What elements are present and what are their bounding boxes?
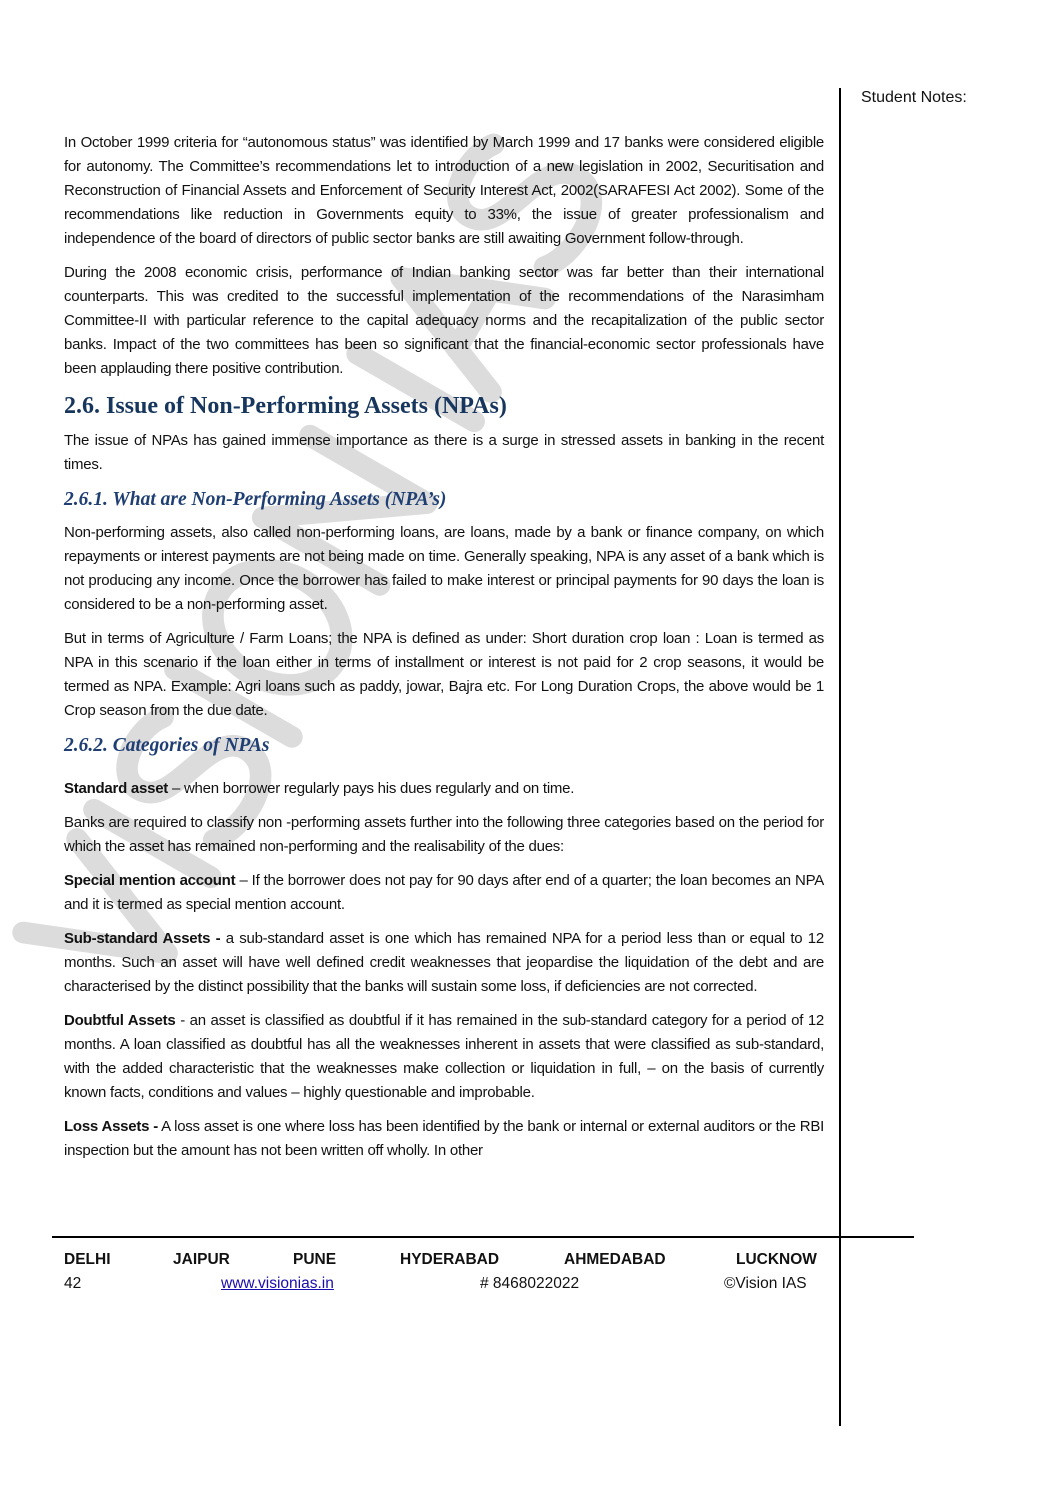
footer-city: JAIPUR — [173, 1251, 230, 1268]
paragraph: Banks are required to classify non -performing assets further into the following three categories based on the period for which the asset has remained non-performing and the realisability of the dues: — [64, 814, 824, 855]
footer-city: AHMEDABAD — [564, 1251, 666, 1268]
paragraph: But in terms of Agriculture / Farm Loans; the NPA is defined as under: Short duration crop loan : Loan is termed as NPA in this scenario if the loan either in terms of installment or interest is not paid for 2 crop seasons, it would be termed as NPA. Example: Agri loans such as paddy, jowar, Bajra etc. For Long Duration Crops, the above would be 1 Crop season from the due date. — [64, 630, 824, 719]
term: Special mention account — [64, 872, 236, 889]
term: Sub-standard Assets - — [64, 930, 221, 947]
definition: A loss asset is one where loss has been identified by the bank or internal or external auditors or the RBI inspection but the amount has not been written off wholly. In other — [64, 1118, 824, 1159]
page-number: 42 — [64, 1275, 82, 1292]
subsection-heading: 2.6.2. Categories of NPAs — [64, 735, 270, 756]
copyright: ©Vision IAS — [724, 1275, 807, 1292]
paragraph: The issue of NPAs has gained immense importance as there is a surge in stressed assets in banking in the recent times. — [64, 432, 824, 473]
term: Doubtful Assets — [64, 1012, 176, 1029]
paragraph-standard-asset — [64, 777, 824, 801]
paragraph-doubtful — [64, 1009, 824, 1105]
footer-city: DELHI — [64, 1251, 111, 1268]
subsection-heading: 2.6.1. What are Non-Performing Assets (NPA’s) — [64, 489, 447, 510]
term: Standard asset — [64, 780, 169, 797]
paragraph: During the 2008 economic crisis, performance of Indian banking sector was far better than their international counterparts. This was credited to the successful implementation of the recommendations of the Narasimham Committee-II with particular reference to the capital adequacy norms and the recapitalization of the public sector banks. Impact of the two committees has been so significant that the financial-economic sector professionals have been applauding there positive contribution. — [64, 264, 824, 377]
paragraph-special-mention — [64, 869, 824, 917]
term: Loss Assets - — [64, 1118, 158, 1135]
definition: a sub-standard asset is one which has remained NPA for a period less than or equal to 12 months. Such an asset will have well defined credit weaknesses that jeopardise the liquidation of the debt and are characterised by the distinct possibility that the banks will sustain some loss, if deficiencies are not corrected. — [64, 930, 824, 995]
footer — [52, 1236, 914, 1296]
student-notes-label: Student Notes: — [861, 89, 967, 106]
phone-number: # 8468022022 — [480, 1275, 580, 1292]
paragraph: In October 1999 criteria for “autonomous status” was identified by March 1999 and 17 banks were considered eligible for autonomy. The Committee’s recommendations let to introduction of a new legislation in 2002, Securitisation and Reconstruction of Financial Assets and Enforcement of Security Interest Act, 2002(SARAFESI Act 2002). Some of the recommendations like reduction in Governments equity to 33%, the issue of greater professionalism and independence of the board of directors of public sector banks are still awaiting Government follow-through. — [64, 134, 824, 247]
definition: – If the borrower does not pay for 90 days after end of a quarter; the loan becomes an NPA and it is termed as special mention account. — [64, 872, 824, 913]
notes-divider — [839, 88, 841, 1426]
paragraph-sub-standard — [64, 927, 824, 999]
website-link[interactable]: www.visionias.in — [221, 1275, 334, 1292]
paragraph-loss — [64, 1115, 824, 1163]
definition: - an asset is classified as doubtful if it has remained in the sub-standard category for a period of 12 months. A loan classified as doubtful has all the weaknesses inherent in assets that were classified as sub-standard, with the added characteristic that the weaknesses make collection or liquidation in full, – on the basis of currently known facts, conditions and values – highly questionable and improbable. — [64, 1012, 824, 1101]
footer-city: PUNE — [293, 1251, 337, 1268]
section-heading: 2.6. Issue of Non-Performing Assets (NPAs) — [64, 393, 507, 419]
definition: – when borrower regularly pays his dues regularly and on time. — [168, 780, 575, 797]
footer-city: HYDERABAD — [400, 1251, 500, 1268]
paragraph: Non-performing assets, also called non-performing loans, are loans, made by a bank or finance company, on which repayments or interest payments are not being made on time. Generally speaking, NPA is any asset of a bank which is not producing any income. Once the borrower has failed to make interest or principal payments for 90 days the loan is considered to be a non-performing asset. — [64, 524, 824, 613]
document-body — [64, 0, 824, 1236]
footer-city: LUCKNOW — [736, 1251, 817, 1268]
